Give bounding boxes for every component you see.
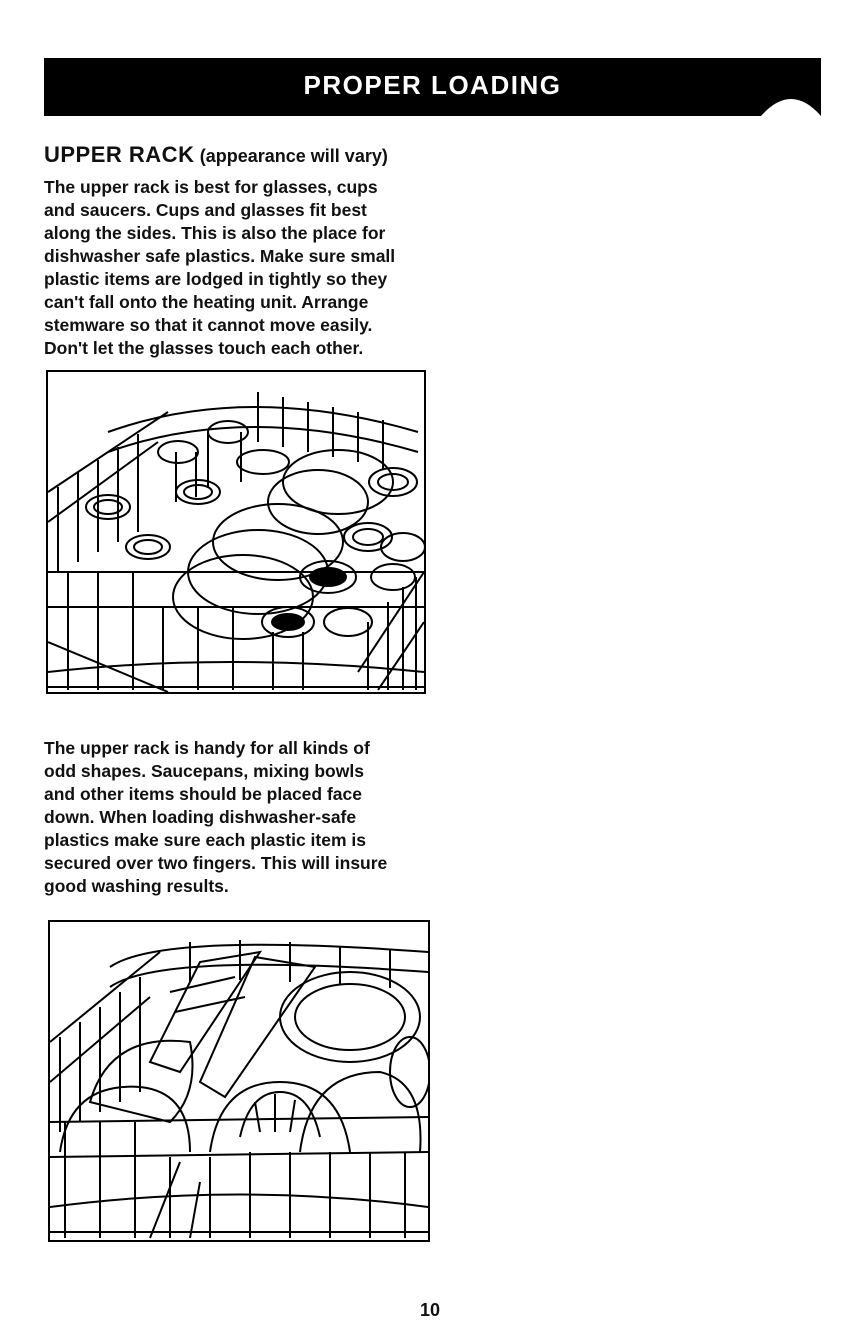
text-line: The upper rack is handy for all kinds of [44,738,370,758]
upper-rack-heading [44,142,388,168]
upper-rack-glasses-illustration-icon [48,372,424,692]
page-number: 10 [420,1300,441,1320]
text-line: and other items should be placed face [44,784,362,804]
text-line: and saucers. Cups and glasses fit best [44,200,367,220]
upper-rack-bowls-illustration-icon [50,922,428,1240]
text-line: good washing results. [44,876,229,896]
text-line: secured over two fingers. This will insure [44,853,388,873]
section-title: PROPER LOADING [303,70,562,100]
heading-note: (appearance will vary) [199,146,388,166]
text-line: The upper rack is best for glasses, cups [44,177,378,197]
upper-rack-paragraph-2 [44,737,444,898]
text-line: odd shapes. Saucepans, mixing bowls [44,761,364,781]
text-line: can't fall onto the heating unit. Arrange [44,292,369,312]
upper-rack-paragraph-1 [44,176,444,360]
text-line: stemware so that it cannot move easily. [44,315,373,335]
text-line: plastics make sure each plastic item is [44,830,366,850]
heading-label: UPPER RACK [44,142,195,167]
text-line: down. When loading dishwasher-safe [44,807,357,827]
text-line: dishwasher safe plastics. Make sure small [44,246,396,266]
upper-rack-glasses-figure [46,370,426,694]
text-line: Don't let the glasses touch each other. [44,338,364,358]
upper-rack-bowls-figure [48,920,430,1242]
text-line: plastic items are lodged in tightly so they [44,269,388,289]
corner-tab-icon [761,86,821,116]
section-header-bar [44,58,821,116]
text-line: along the sides. This is also the place for [44,223,386,243]
